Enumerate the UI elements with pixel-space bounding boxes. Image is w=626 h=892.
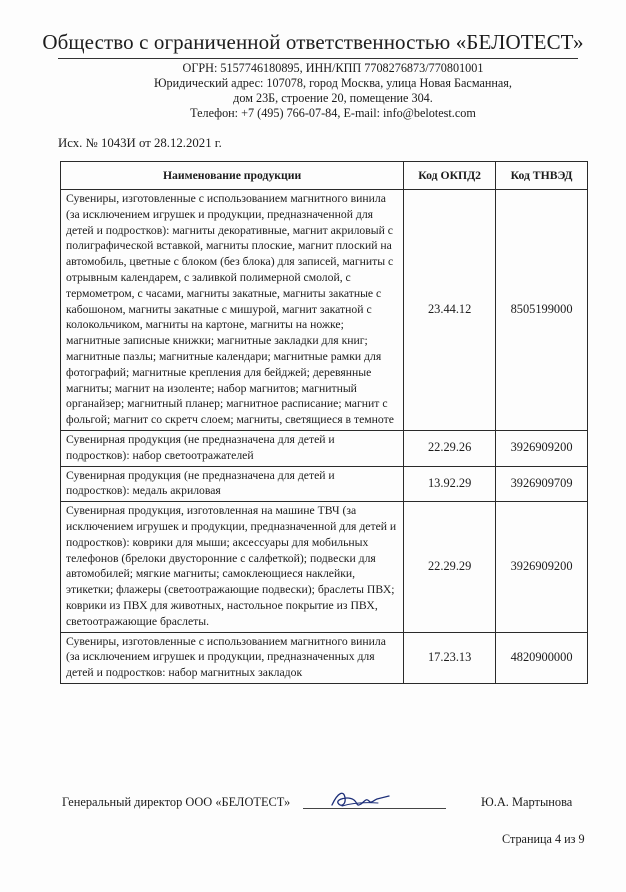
tnved-cell: 3926909200 <box>496 502 588 632</box>
table-row <box>61 632 588 683</box>
tnved-cell: 3926909709 <box>496 466 588 502</box>
product-name-cell: Сувениры, изготовленные с использованием магнитного винила (за исключением игрушек и продукции, предназначенной для детей и подростков): магниты декоративные, магнит акриловый с полиграфической вставкой, магниты плоские, магнит плоский на автомобиль, цветные с блоком (без блока) для записей, магниты с отрывным календарем, с заливкой полимерной смолой, с термометром, с часами, магниты закатные, магниты закатные с кабошоном, магниты закатные с мишурой, магнит закатной с колокольчиком, магниты на картоне, магниты на ножке; магнитные записные книжки; магнитные закладки для книг; магнитные пазлы; магнитные календари; магнитные рамки для фотографий; магнитные крепления для бейджей; деревянные магниты; магнит на изоленте; набор магнитов; магнитный органайзер; магнитный планер; магнитное расписание; магнит с фольгой; магнит со скретч слоем; магниты, светящиеся в темноте <box>61 190 404 431</box>
page-number: Страница 4 из 9 <box>502 832 585 846</box>
requisites-ogrn: ОГРН: 5157746180895, ИНН/КПП 7708276873/770801001 <box>182 61 484 75</box>
header-tnved: Код ТНВЭД <box>496 162 588 190</box>
table-row <box>61 502 588 632</box>
header-product-name: Наименование продукции <box>61 162 404 190</box>
okpd2-cell: 13.92.29 <box>404 466 496 502</box>
header-rule <box>58 58 578 59</box>
tnved-cell: 3926909200 <box>496 430 588 466</box>
requisites-address-line2: дом 23Б, строение 20, помещение 304. <box>233 91 433 105</box>
director-title: Генеральный директор ООО «БЕЛОТЕСТ» <box>62 795 291 809</box>
company-name: Общество с ограниченной ответственностью «БЕЛОТЕСТ» <box>42 30 584 54</box>
okpd2-cell: 22.29.26 <box>404 430 496 466</box>
table-header-row <box>61 162 588 190</box>
header-okpd2: Код ОКПД2 <box>404 162 496 190</box>
product-name-cell: Сувенирная продукция (не предназначена для детей и подростков): набор светоотражателей <box>61 430 404 466</box>
requisites-address-line1: Юридический адрес: 107078, город Москва, улица Новая Басманная, <box>154 76 512 90</box>
tnved-cell: 4820900000 <box>496 632 588 683</box>
table-row <box>61 430 588 466</box>
outgoing-reference: Исх. № 1043И от 28.12.2021 г. <box>58 136 222 150</box>
requisites-contacts: Телефон: +7 (495) 766-07-84, E-mail: info@belotest.com <box>190 106 476 120</box>
handwritten-signature <box>328 788 392 817</box>
okpd2-cell: 23.44.12 <box>404 190 496 431</box>
table-row <box>61 190 588 431</box>
okpd2-cell: 17.23.13 <box>404 632 496 683</box>
tnved-cell: 8505199000 <box>496 190 588 431</box>
okpd2-cell: 22.29.29 <box>404 502 496 632</box>
products-table <box>60 161 588 684</box>
table-row <box>61 466 588 502</box>
product-name-cell: Сувениры, изготовленные с использованием магнитного винила (за исключением игрушек и продукции, предназначенных для детей и подростков: набор магнитных закладок <box>61 632 404 683</box>
product-name-cell: Сувенирная продукция, изготовленная на машине ТВЧ (за исключением игрушек и продукции, предназначенной для детей и подростков): коврики для мыши; аксессуары для мобильных телефонов (брелоки двусторонние с салфеткой); подвески для автомобилей; мягкие магниты; самоклеющиеся наклейки, этикетки; флажеры (светоотражающие подвески); браслеты ПВХ; коврики из ПВХ для животных, настольное покрытие из ПВХ, светоотражающие браслеты. <box>61 502 404 632</box>
product-name-cell: Сувенирная продукция (не предназначена для детей и подростков): медаль акриловая <box>61 466 404 502</box>
director-name: Ю.А. Мартынова <box>481 795 573 809</box>
